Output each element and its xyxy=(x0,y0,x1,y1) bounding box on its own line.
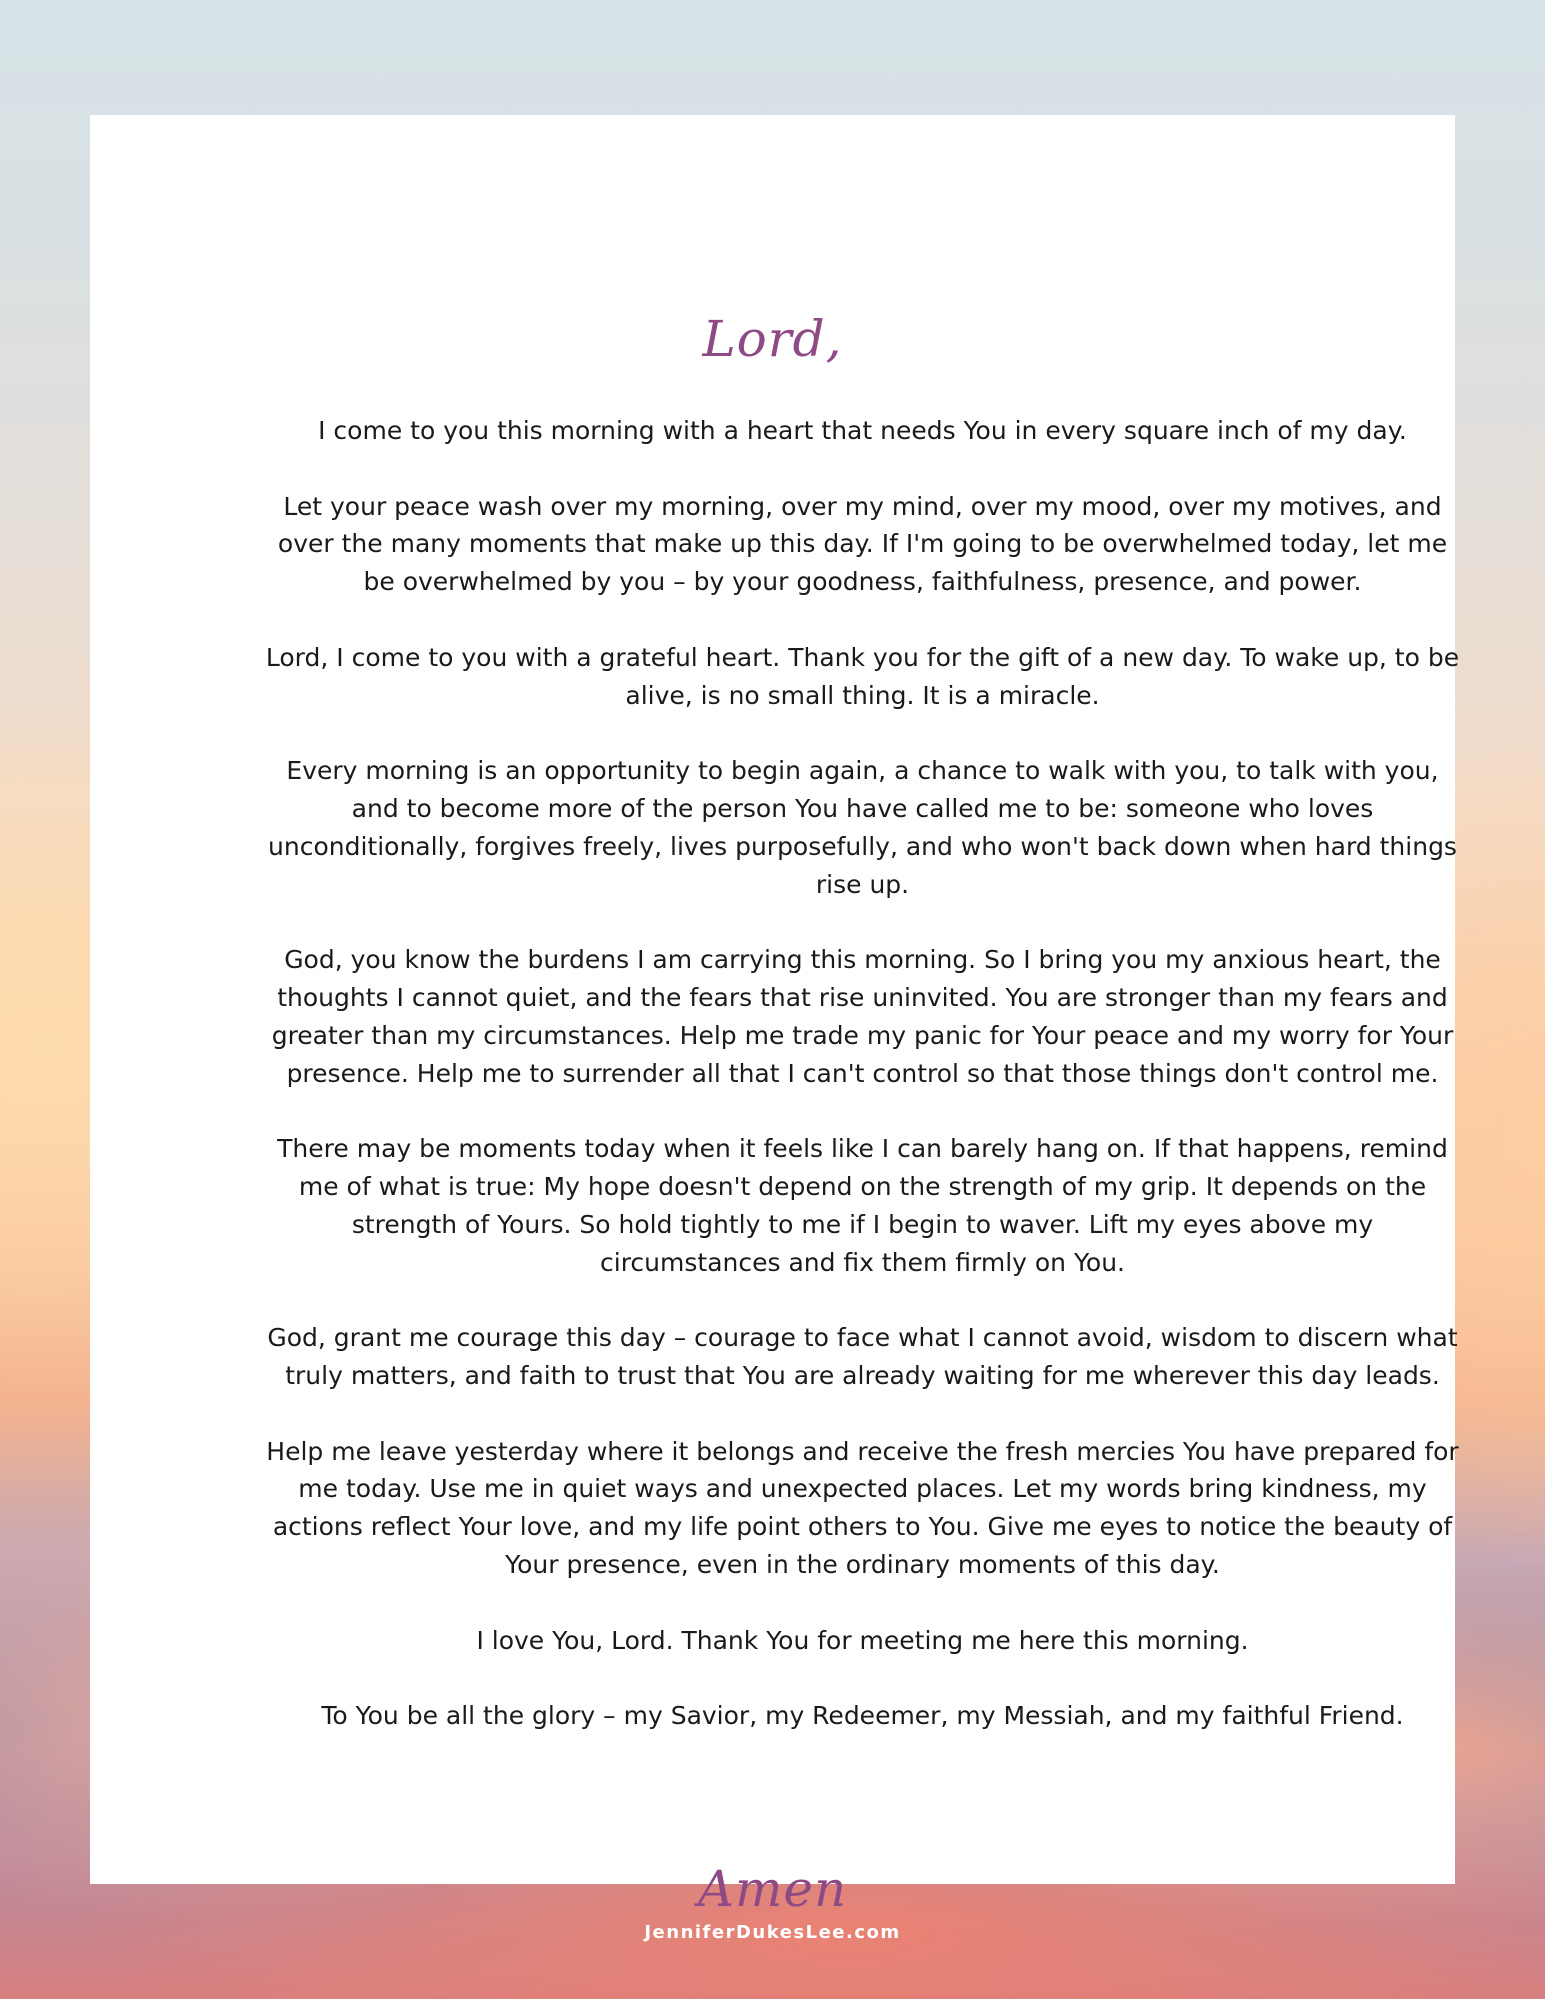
closing-signature: Amen xyxy=(697,1860,848,1918)
prayer-paragraph: There may be moments today when it feels like I can barely hang on. If that happens, remind me of what is true: My hope doesn't depend on the strength of my grip. It depends on the strength of Yours. So hold tightly to me if I begin to waver. Lift my eyes above my circumstances and fix them firmly on You. xyxy=(277,1134,1448,1277)
prayer-paragraph: Help me leave yesterday where it belongs and receive the fresh mercies You have prepared for me today. Use me in quiet ways and unexpected places. Let my words bring kindness, my actions reflect Your love, and my life point others to You. Give me eyes to notice the beauty of Your presence, even in the ordinary moments of this day. xyxy=(266,1436,1459,1579)
prayer-paragraph: Let your peace wash over my morning, over my mind, over my mood, over my motives, and over the many moments that make up this day. If I'm going to be overwhelmed today, let me be overwhelmed by you – by your goodness, faithfulness, presence, and power. xyxy=(277,491,1448,597)
prayer-paragraph: I come to you this morning with a heart that needs You in every square inch of my day. xyxy=(318,416,1407,445)
prayer-paragraph: Every morning is an opportunity to begin again, a chance to walk with you, to talk with you, and to become more of the person You have called me to be: someone who loves unconditionally, forgives freely, lives purposefully, and who won't back down when hard things rise up. xyxy=(268,756,1457,899)
prayer-paragraph: God, grant me courage this day – courage to face what I cannot avoid, wisdom to discern what truly matters, and faith to trust that You are already waiting for me wherever this day leads. xyxy=(267,1323,1458,1390)
prayer-paragraph: I love You, Lord. Thank You for meeting me here this morning. xyxy=(476,1625,1249,1655)
footer-website: JenniferDukesLee.com xyxy=(644,1922,901,1943)
salutation-heading: Lord, xyxy=(702,310,843,368)
prayer-card xyxy=(90,115,1460,1918)
prayer-paragraph: To You be all the glory – my Savior, my Redeemer, my Messiah, and my faithful Friend. xyxy=(321,1701,1404,1731)
prayer-paragraph: Lord, I come to you with a grateful heart. Thank you for the gift of a new day. To wake up, to be alive, is no small thing. It is a miracle. xyxy=(265,642,1460,710)
prayer-paragraph: God, you know the burdens I am carrying this morning. So I bring you my anxious heart, the thoughts I cannot quiet, and the fears that rise uninvited. You are stronger than my fears and greater than my circumstances. Help me trade my panic for Your peace and my worry for Your presence. Help me to surrender all that I can't control so that those things don't control me. xyxy=(271,945,1454,1088)
prayer-body xyxy=(260,412,1465,1735)
